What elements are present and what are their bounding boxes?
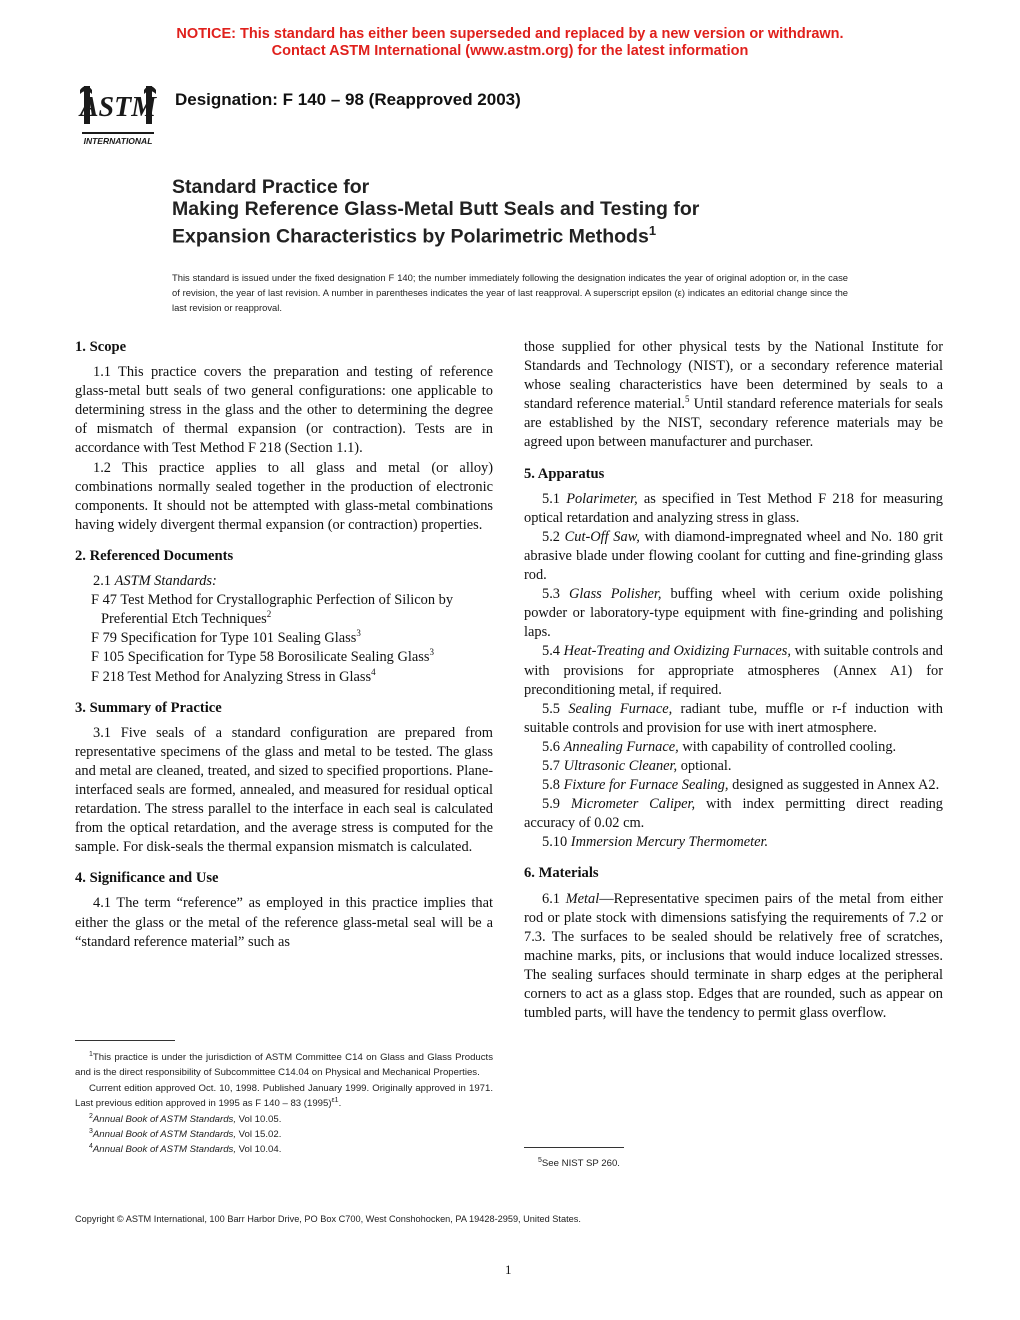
document-title xyxy=(172,176,699,248)
footnote-1: $^1$This practice is under the jurisdiction of ASTM Committee C14 on Glass and Glass Products and is the direct responsibility of Subcommittee C14.04 on Physical and Mechanical Properties. xyxy=(75,1050,493,1079)
footnote-rule-left xyxy=(75,1040,175,1041)
title-line-1: Standard Practice for xyxy=(172,176,370,198)
footnote-rule-right xyxy=(524,1147,624,1148)
reference-f47: F 47 Test Method for Crystallographic Perfection of Silicon by Preferential Etch Techniques$^2$ xyxy=(91,592,454,628)
paragraph-3-1: 3.1 Five seals of a standard configuration are prepared from representative specimens of the glass and metal to be tested. The glass and metal are cleaned, treated, and sized to specified proportions. Plane-interfaced seals are formed, annealed, and measured for residual optical retardation. The stress parallel to the interface in each seal is calculated from the optical retardation, and the average stress is computed for the sample. For disk-seals the thermal expansion mismatch is calculated. xyxy=(75,724,493,856)
apparatus-5-10: 5.10 Immersion Mercury Thermometer. xyxy=(542,834,769,851)
footnotes-left xyxy=(75,1050,493,1158)
apparatus-5-2: 5.2 Cut-Off Saw, with diamond-impregnated wheel and No. 180 grit abrasive blade under flowing coolant for cutting and fine-grinding glass rod. xyxy=(524,528,943,584)
section-heading-apparatus: 5. Apparatus xyxy=(524,465,605,482)
section-heading-materials: 6. Materials xyxy=(524,865,599,882)
title-line-3: Expansion Characteristics by Polarimetric Methods$^1$ xyxy=(172,223,657,248)
paragraph-4-1: 4.1 The term “reference” as employed in this practice implies that either the glass or the metal of the reference glass-metal seal will be a “standard reference material” such as xyxy=(75,895,493,950)
notice-line-2: Contact ASTM International (www.astm.org) for the latest information xyxy=(271,43,749,59)
copyright-line: Copyright © ASTM International, 100 Barr Harbor Drive, PO Box C700, West Conshohocken, PA 19428-2959, United States. xyxy=(75,1214,581,1224)
title-line-2: Making Reference Glass-Metal Butt Seals and Testing for xyxy=(172,198,700,220)
paragraph-4-1-continued: those supplied for other physical tests by the National Institute for Standards and Technology (NIST), or a secondary reference material whose sealing characteristics have been determined by seals to a standard reference material.$^5$ Until standard reference materials for seals are established by the NIST, secondary reference materials may be agreed upon between manufacturer and purchaser. xyxy=(524,339,943,451)
paragraph-6-1: 6.1 Metal—Representative specimen pairs of the metal from either rod or plate stock with dimensions satisfying the requirements of 7.2 or 7.3. The surfaces to be sealed should be relatively free of scratches, machine marks, pits, or inclusions that would induce localized stresses. The sealing surfaces should terminate in sharp edges at the peripheral corners to act as a glass stop. Edges that are rounded, such as appear on tumbled parts, will have the tendency to permit glass overflow. xyxy=(524,890,943,1022)
footnote-2: $^2$Annual Book of ASTM Standards, Vol 10.05. xyxy=(89,1112,282,1125)
reference-f218: F 218 Test Method for Analyzing Stress in Glass$^4$ xyxy=(91,666,376,685)
footnote-3: $^3$Annual Book of ASTM Standards, Vol 15.02. xyxy=(89,1127,282,1141)
paragraph-2-1: 2.1 ASTM Standards: xyxy=(93,573,217,590)
page-number: 1 xyxy=(505,1262,512,1277)
apparatus-5-8: 5.8 Fixture for Furnace Sealing, designed as suggested in Annex A2. xyxy=(542,777,940,794)
designation: Designation: F 140 – 98 (Reapproved 2003) xyxy=(175,90,521,109)
apparatus-5-6: 5.6 Annealing Furnace, with capability of controlled cooling. xyxy=(542,738,897,755)
astm-logo xyxy=(76,80,160,152)
footnote-4: $^4$Annual Book of ASTM Standards, Vol 10.04. xyxy=(89,1143,282,1156)
left-column xyxy=(75,338,493,952)
paragraph-1-2: 1.2 This practice applies to all glass and metal (or alloy) combinations normally sealed together in the production of electronic components. It should not be attempted with glass-metal combinations having widely divergent thermal expansion (or contraction) properties. xyxy=(75,459,493,533)
footnotes-right xyxy=(524,1156,943,1171)
logo-subtext: INTERNATIONAL xyxy=(83,136,153,146)
reference-f79: F 79 Specification for Type 101 Sealing Glass$^3$ xyxy=(91,628,361,647)
apparatus-5-7: 5.7 Ultrasonic Cleaner, optional. xyxy=(542,757,732,774)
fixed-designation-note: This standard is issued under the fixed designation F 140; the number immediately following the designation indicates the year of original adoption or, in the case of revision, the year of last revision. A number in parentheses indicates the year of last reapproval. A superscript epsilon (ε) indicates an editorial change since the last revision or reapproval. xyxy=(172,272,848,313)
paragraph-1-1: 1.1 This practice covers the preparation and testing of reference glass-metal butt seals of two general configurations: one applicable to determining stress in the glass and the other to determining the degree of mismatch of thermal expansion (or contraction). Tests are in accordance with Test Method F 218 (Section 1.1). xyxy=(75,364,493,457)
apparatus-5-3: 5.3 Glass Polisher, buffing wheel with cerium oxide polishing powder or laboratory-type equipment with fine-grinding and polishing laps. xyxy=(524,586,943,641)
apparatus-5-9: 5.9 Micrometer Caliper, with index permitting direct reading accuracy of 0.02 cm. xyxy=(524,796,943,832)
apparatus-5-4: 5.4 Heat-Treating and Oxidizing Furnaces, with suitable controls and with provisions for appropriate atmospheres (Annex A1) for preconditioning metal, if required. xyxy=(524,643,943,698)
apparatus-5-5: 5.5 Sealing Furnace, radiant tube, muffle or r-f induction with suitable controls and provision for use with inert atmosphere. xyxy=(524,700,943,736)
footnote-1-edition: Current edition approved Oct. 10, 1998. Published January 1999. Originally approved in 1971. Last previous edition approved in 1995 as F 140 – 83 $(1995)^{\varepsilon 1}$. xyxy=(75,1082,493,1110)
logo-text: ASTM xyxy=(79,92,157,123)
footnote-5: $^5$See NIST SP 260. xyxy=(538,1156,620,1169)
reference-f105: F 105 Specification for Type 58 Borosilicate Sealing Glass$^3$ xyxy=(91,647,434,666)
title-footnote-ref: 1 xyxy=(648,223,657,238)
section-heading-summary: 3. Summary of Practice xyxy=(75,699,222,716)
notice-line-1: NOTICE: This standard has either been superseded and replaced by a new version or withdrawn. xyxy=(176,26,844,42)
section-heading-significance: 4. Significance and Use xyxy=(75,870,219,887)
apparatus-5-1: 5.1 Polarimeter, as specified in Test Method F 218 for measuring optical retardation and analyzing stress in glass. xyxy=(524,490,944,526)
right-column xyxy=(524,338,943,1023)
section-heading-scope: 1. Scope xyxy=(75,339,127,355)
section-heading-referenced-documents: 2. Referenced Documents xyxy=(75,547,234,564)
